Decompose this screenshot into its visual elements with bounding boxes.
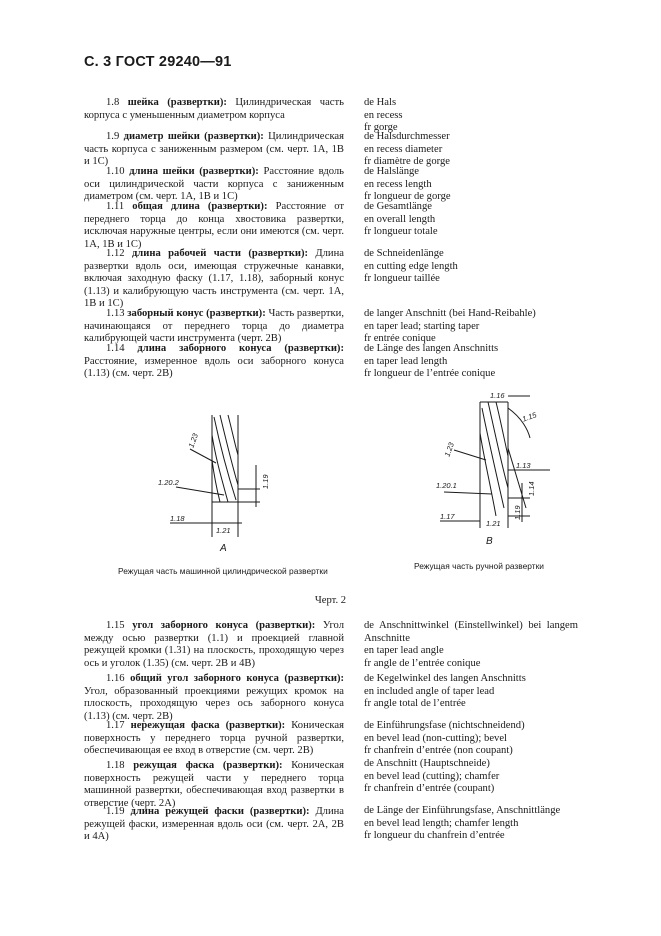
term-en: en included angle of taper lead <box>364 685 495 697</box>
term-de: de Schneidenlänge <box>364 248 444 259</box>
terms-1-10 <box>364 166 564 204</box>
entry-definition: Длина режущей фаски, измеренная вдоль оси (см. черт. 2А, 2В и 4А) <box>84 806 344 843</box>
term-de: de Anschnitt (Hauptschneide) <box>364 758 490 769</box>
entry-term: угол заборного конуса (развертки): <box>132 620 316 631</box>
term-de: de Länge des langen Anschnitts <box>364 343 499 354</box>
term-fr: fr gorge <box>364 122 398 134</box>
label-1-23b: 1.23 <box>442 441 456 458</box>
figure-number: Черт. 2 <box>314 595 347 606</box>
entry-definition: Коническая поверхность у переднего торца ручной развертки, обеспечивающая ее вход в отверстие (см. черт. 2В) <box>84 720 344 757</box>
entry-number: 1.13 <box>106 308 125 319</box>
label-1-14: 1.14 <box>527 481 536 496</box>
term-en: en taper lead angle <box>364 645 444 657</box>
term-de: de langer Anschnitt (bei Hand-Reibahle) <box>364 308 536 319</box>
figure-a-caption: Режущая часть машинной цилиндрической развертки <box>118 566 328 576</box>
terms-1-9 <box>364 131 564 169</box>
entry-definition: Длина развертки вдоль оси, имеющая стружечные канавки, включая заходную фаску (1.17, 1.18), заборный конус (1.13) и калибрующую часть инструмента (см. черт. 1А, 1В и 1С) <box>84 248 344 310</box>
label-1-19b: 1.19 <box>513 505 522 520</box>
figure-b-drawing <box>430 388 570 548</box>
entry-term: заборный конус (развертки): <box>127 308 266 319</box>
label-1-17: 1.17 <box>440 512 455 521</box>
term-fr: fr angle de l’entrée conique <box>364 657 481 669</box>
entry-number: 1.16 <box>106 673 125 684</box>
entry-1-8 <box>84 97 344 122</box>
entry-number: 1.18 <box>106 760 125 771</box>
label-1-21: 1.21 <box>216 526 231 535</box>
term-de: de Gesamtlänge <box>364 201 432 212</box>
term-en: en taper lead; starting taper <box>364 320 480 332</box>
terms-1-17 <box>364 720 564 758</box>
term-en: en cutting edge length <box>364 260 458 272</box>
figure-b-letter: B <box>486 536 493 547</box>
figure-b-caption: Режущая часть ручной развертки <box>414 561 544 571</box>
entry-number: 1.17 <box>106 720 125 731</box>
entry-definition: Расстояние, измеренное вдоль оси заборного конуса (1.13) (см. черт. 2В) <box>84 355 344 380</box>
entry-term: шейка (развертки): <box>127 97 227 108</box>
entry-1-9 <box>84 131 344 169</box>
terms-1-15 <box>364 620 578 670</box>
entry-definition: Расстояние от переднего торца до конца хвостовика развертки, исключая наружные центры, если они имеются (см. черт. 1А, 1В и 1С) <box>84 201 344 250</box>
label-1-16: 1.16 <box>490 391 505 400</box>
entry-1-19 <box>84 806 344 844</box>
entry-term: длина рабочей части (развертки): <box>131 248 309 259</box>
terms-1-8 <box>364 97 564 135</box>
term-de: de Halsdurchmesser <box>364 131 450 142</box>
term-en: en taper lead length <box>364 355 448 367</box>
term-en: en overall length <box>364 213 436 225</box>
entry-1-14 <box>84 343 344 381</box>
term-en: en recess diameter <box>364 143 443 155</box>
entry-term: длина режущей фаски (развертки): <box>130 806 310 817</box>
term-fr: fr longueur totale <box>364 226 438 238</box>
entry-definition: Цилиндрическая часть корпуса с уменьшенным диаметром корпуса <box>84 97 344 121</box>
entry-term: нережущая фаска (развертки): <box>130 720 286 731</box>
terms-1-16 <box>364 673 564 711</box>
entry-1-12 <box>84 248 344 311</box>
entry-number: 1.11 <box>106 201 125 212</box>
label-1-15: 1.15 <box>520 410 538 424</box>
term-fr: fr entrée conique <box>364 333 436 345</box>
entry-number: 1.15 <box>106 620 125 631</box>
term-en: en bevel lead (cutting); chamfer <box>364 770 500 782</box>
label-1-21b: 1.21 <box>486 519 501 528</box>
term-fr: fr angle total de l’entrée <box>364 698 466 710</box>
term-de: de Hals <box>364 97 397 108</box>
term-de: de Halslänge <box>364 166 420 177</box>
entry-term: длина заборного конуса (развертки): <box>137 343 344 354</box>
term-en: en bevel lead (non-cutting); bevel <box>364 732 507 744</box>
entry-1-16 <box>84 673 344 723</box>
terms-1-12 <box>364 248 564 286</box>
term-en: en bevel lead length; chamfer length <box>364 817 519 829</box>
entry-definition: Часть развертки, начинающаяся от переднего торца до диаметра калибрующей части инструмента (черт. 2В) <box>84 308 344 345</box>
term-fr: fr diamètre de gorge <box>364 156 450 168</box>
entry-1-10 <box>84 166 344 204</box>
label-1-20-1: 1.20.1 <box>436 481 457 490</box>
figure-a-letter: A <box>220 543 227 554</box>
entry-term: режущая фаска (развертки): <box>133 760 283 771</box>
term-de: de Kegelwinkel des langen Anschnitts <box>364 673 526 684</box>
term-fr: fr longueur du chanfrein d’entrée <box>364 830 505 842</box>
entry-number: 1.12 <box>106 248 125 259</box>
term-fr: fr chanfrein d’entrée (coupant) <box>364 783 495 795</box>
entry-definition: Угол между осью развертки (1.1) и проекцией главной режущей кромки (1.31) на плоскость, проходящую через ось и уголок (1.35) (см. черт. 2В и 4В) <box>84 620 344 669</box>
entry-term: общая длина (развертки): <box>132 201 268 212</box>
term-de: de Länge der Einführungsfase, Anschnittlänge <box>364 805 561 816</box>
entry-definition: Коническая поверхность режущей части у переднего торца машинной развертки, обеспечивающая вход развертки в отверстие (черт. 2А) <box>84 760 344 809</box>
page-header: С. 3 ГОСТ 29240—91 <box>84 54 232 70</box>
term-fr: fr longueur de l’entrée conique <box>364 368 496 380</box>
entry-1-18 <box>84 760 344 810</box>
entry-definition: Цилиндрическая часть корпуса с заниженным размером (см. черт. 1А, 1В и 1С) <box>84 131 344 168</box>
terms-1-19 <box>364 805 564 843</box>
label-1-19: 1.19 <box>261 474 270 489</box>
entry-term: длина шейки (развертки): <box>129 166 259 177</box>
label-1-13: 1.13 <box>516 461 531 470</box>
entry-number: 1.10 <box>106 166 125 177</box>
term-fr: fr longueur taillée <box>364 273 440 285</box>
entry-number: 1.8 <box>106 97 120 108</box>
terms-1-18 <box>364 758 564 796</box>
entry-number: 1.19 <box>106 806 125 817</box>
entry-definition: Расстояние вдоль оси цилиндрической части корпуса с заниженным диаметром (см. черт. 1А, 1В и 1С) <box>84 166 344 203</box>
label-1-18: 1.18 <box>170 514 185 523</box>
term-de: de Anschnittwinkel (Einstellwinkel) bei langem Anschnitte <box>364 620 578 644</box>
label-1-23: 1.23 <box>186 432 200 449</box>
label-1-20-2: 1.20.2 <box>158 478 179 487</box>
entry-definition: Угол, образованный проекциями режущих кромок на плоскость, проходящую через ось заборного конуса (1.13) (см. черт. 2В) <box>84 685 344 722</box>
entry-number: 1.9 <box>106 131 120 142</box>
term-fr: fr chanfrein d’entrée (non coupant) <box>364 745 513 757</box>
terms-1-13 <box>364 308 564 346</box>
entry-term: общий угол заборного конуса (развертки): <box>130 673 344 684</box>
entry-1-17 <box>84 720 344 758</box>
entry-term: диаметр шейки (развертки): <box>123 131 264 142</box>
entry-number: 1.14 <box>106 343 125 354</box>
entry-1-15 <box>84 620 344 670</box>
entry-1-11 <box>84 201 344 251</box>
term-en: en recess length <box>364 178 432 190</box>
term-de: de Einführungsfase (nichtschneidend) <box>364 720 525 731</box>
terms-1-14 <box>364 343 564 381</box>
terms-1-11 <box>364 201 564 239</box>
figure-a-drawing <box>150 405 280 555</box>
term-fr: fr longueur de gorge <box>364 191 451 203</box>
entry-1-13 <box>84 308 344 346</box>
term-en: en recess <box>364 109 403 121</box>
